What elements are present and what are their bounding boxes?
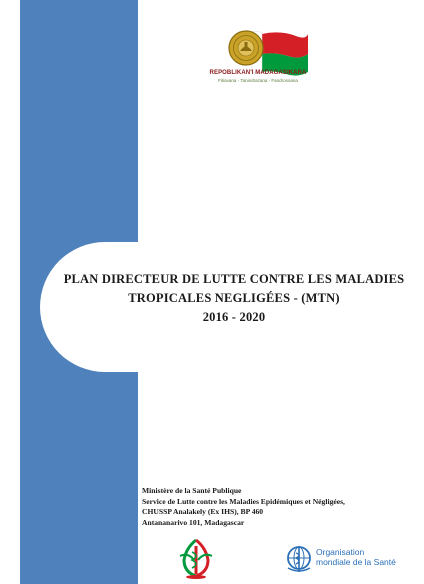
document-title bbox=[44, 270, 424, 327]
address-line-service: Service de Lutte contre les Maladies Epidémiques et Négligées, bbox=[142, 496, 345, 506]
who-name-line-2: mondiale de la Santé bbox=[316, 556, 396, 567]
who-name-line-1: Organisation bbox=[316, 547, 365, 557]
who-name bbox=[316, 548, 420, 567]
address-line-city: Antananarivo 101, Madagascar bbox=[142, 517, 245, 527]
who-emblem-icon bbox=[285, 544, 313, 574]
ministry-health-logo-icon bbox=[172, 536, 220, 580]
address-line-ministry: Ministère de la Santé Publique bbox=[142, 486, 242, 495]
emblem-caption bbox=[200, 70, 316, 84]
emblem-motto: Fitiavana - Tanindrazana - Fandrosoana bbox=[218, 78, 298, 83]
title-period: 2016 - 2020 bbox=[202, 310, 266, 324]
publisher-address bbox=[142, 486, 417, 528]
emblem-country-name: REPOBLIKAN'I MADAGASIKARA bbox=[209, 70, 307, 76]
title-line-1: PLAN DIRECTEUR DE LUTTE CONTRE LES MALADIES bbox=[63, 272, 405, 286]
address-line-box: CHUSSP Analakely (Ex IHS), BP 460 bbox=[142, 507, 264, 516]
title-line-2: TROPICALES NEGLIGÉES - (MTN) bbox=[128, 291, 340, 305]
